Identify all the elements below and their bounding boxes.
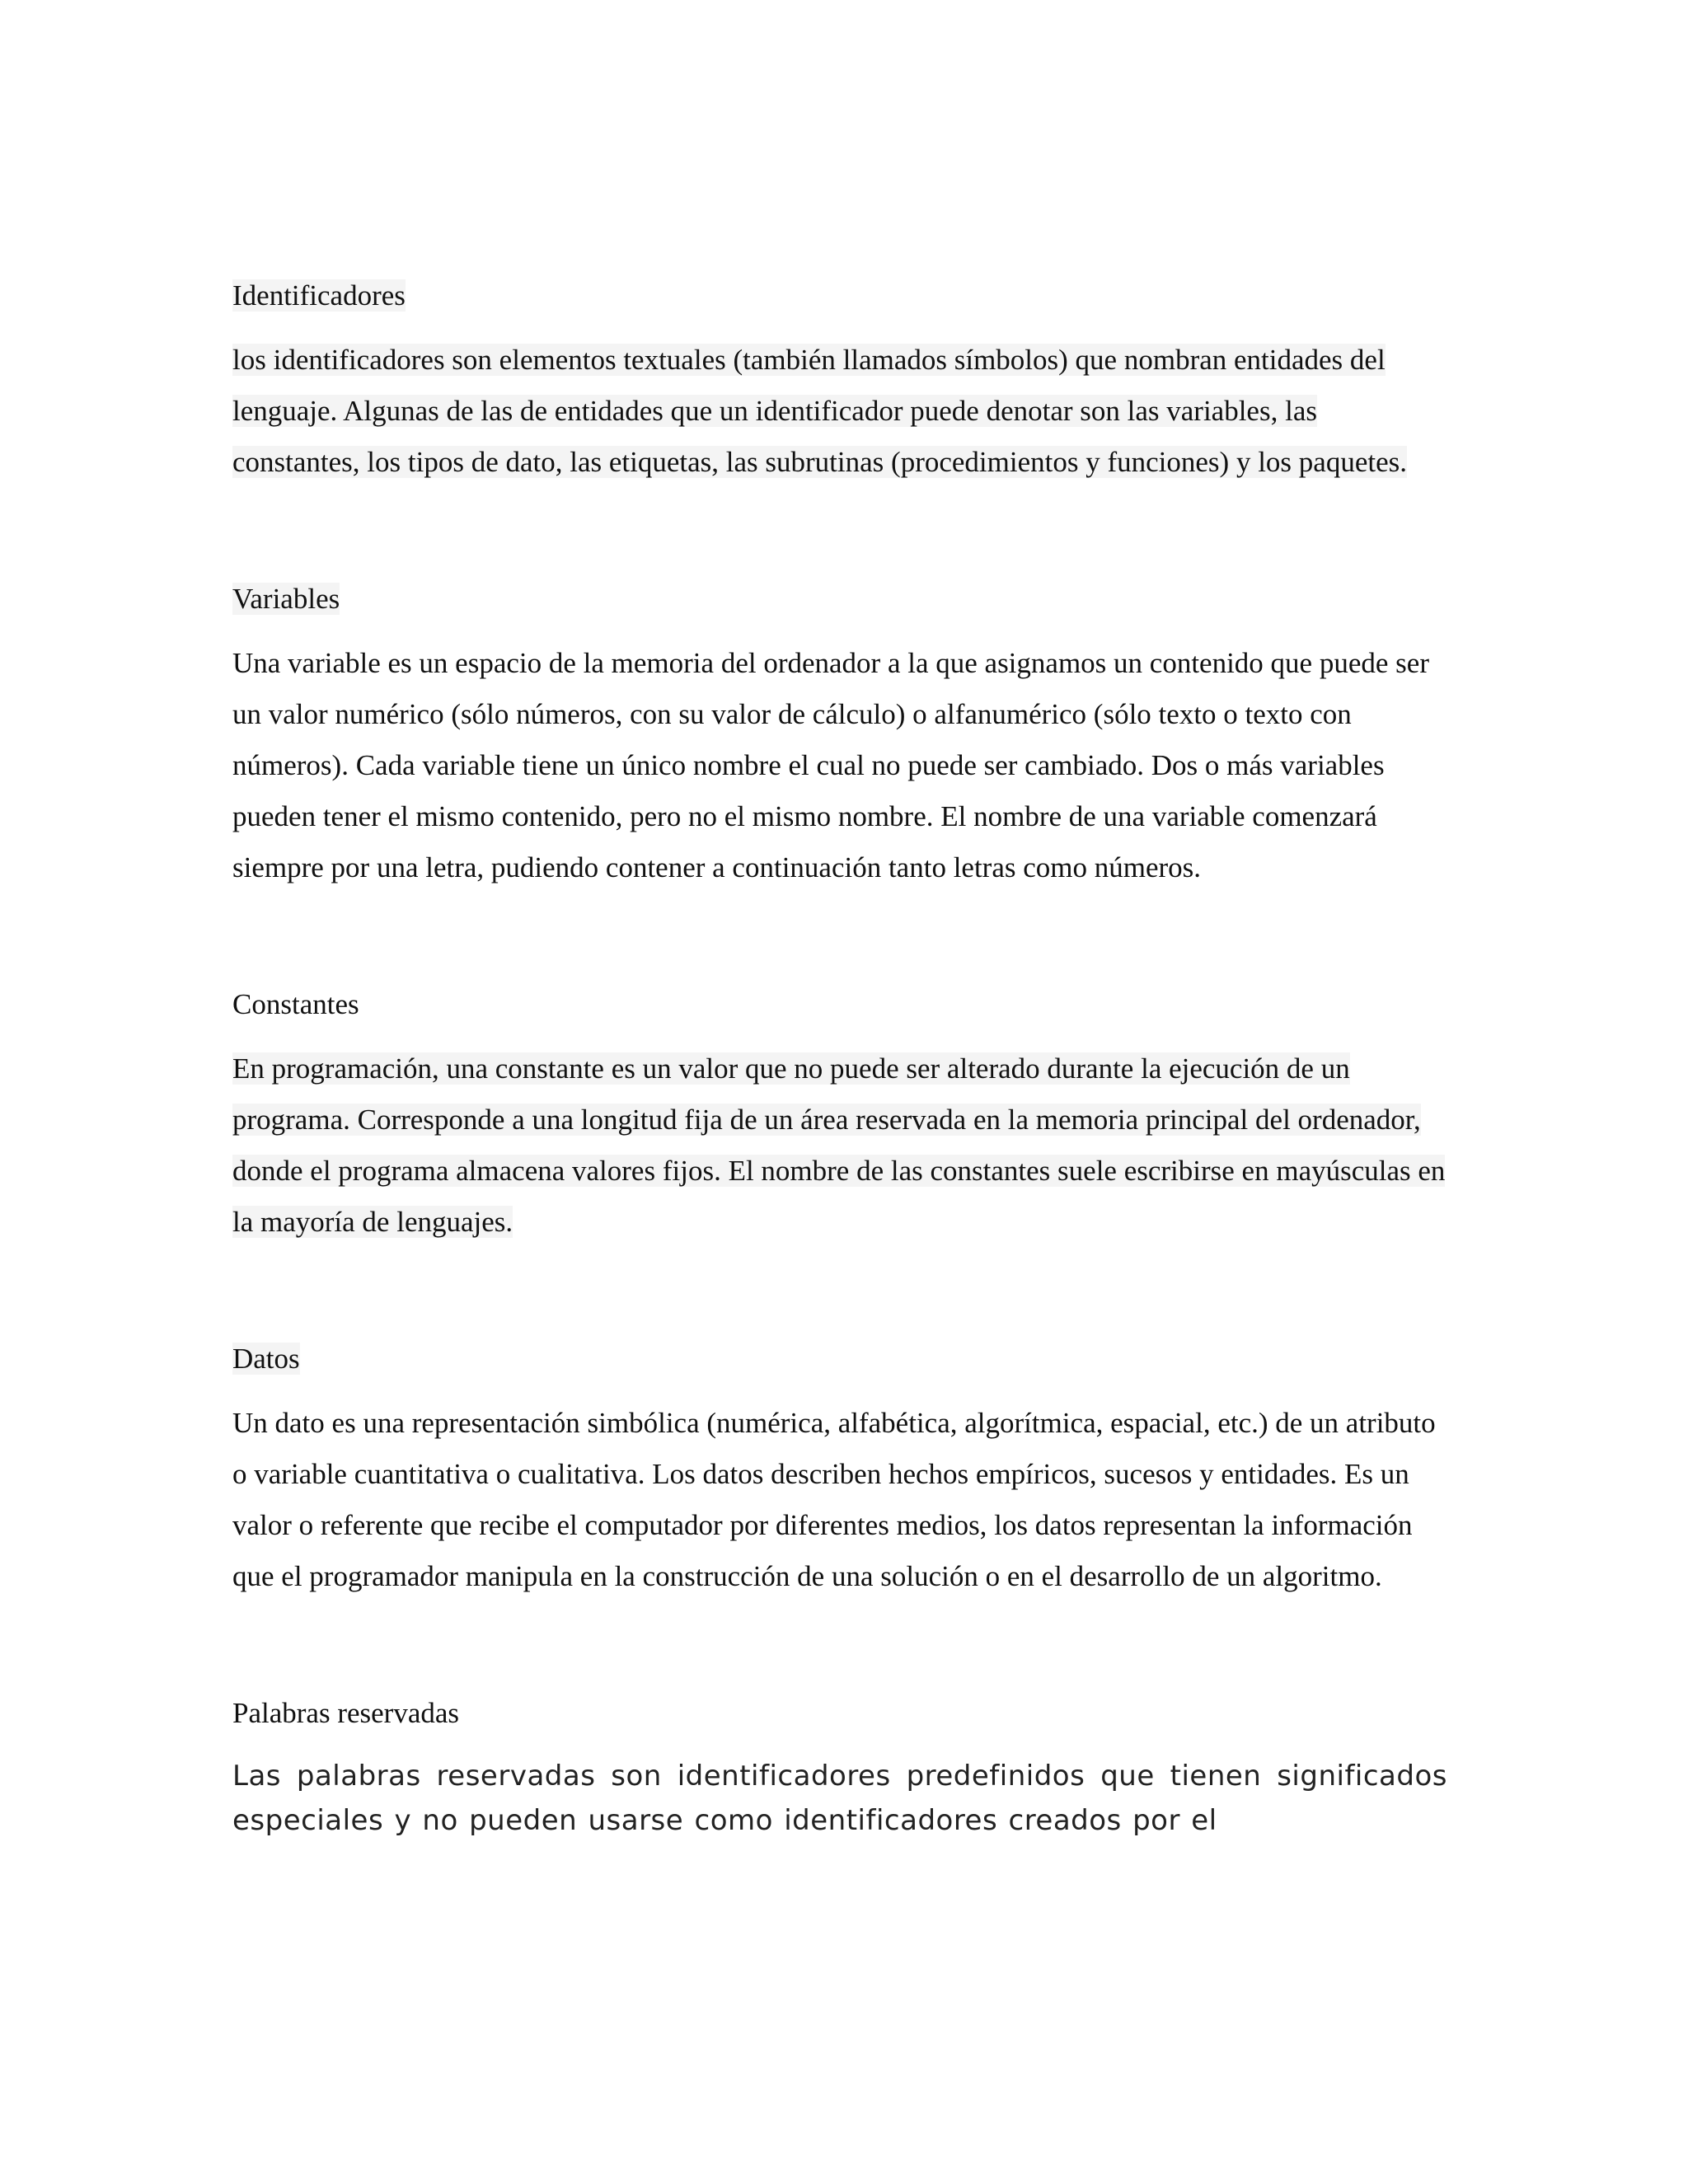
section-variables: [232, 574, 1447, 893]
section-palabras-reservadas: [232, 1688, 1447, 1843]
section-spacer: [232, 1602, 1447, 1688]
section-datos: [232, 1333, 1447, 1602]
section-body: En programación, una constante es un valor que no puede ser alterado durante la ejecución de un programa. Corresponde a una longitud fija de un área reservada en la memoria principal del ordenador, donde el programa almacena valores fijos. El nombre de las constantes suele escribirse en mayúsculas en la mayoría de lenguajes.: [232, 1052, 1446, 1238]
section-body: Un dato es una representación simbólica (numérica, alfabética, algorítmica, espacial, etc.) de un atributo o variable cuantitativa o cualitativa. Los datos describen hechos empíricos, sucesos y entidades. Es un valor o referente que recibe el computador por diferentes medios, los datos representan la información que el programador manipula en la construcción de una solución o en el desarrollo de un algoritmo.: [232, 1407, 1436, 1592]
section-body: Las palabras reservadas son identificadores predefinidos que tienen significados especiales y no pueden usarse como identificadores creados por el: [232, 1760, 1447, 1837]
section-heading: Datos: [232, 1343, 300, 1375]
section-spacer: [232, 1248, 1447, 1333]
document-content: [232, 270, 1447, 1843]
section-constantes: [232, 979, 1447, 1248]
section-identificadores: [232, 270, 1447, 488]
section-body: los identificadores son elementos textuales (también llamados símbolos) que nombran entidades del lenguaje. Algunas de las de entidades que un identificador puede denotar son las variables, las constantes, los tipos de dato, las etiquetas, las subrutinas (procedimientos y funciones) y los paquetes.: [232, 344, 1407, 478]
section-heading: Identificadores: [232, 279, 406, 312]
section-body: Una variable es un espacio de la memoria del ordenador a la que asignamos un contenido que puede ser un valor numérico (sólo números, con su valor de cálculo) o alfanumérico (sólo texto o texto con números). Cada variable tiene un único nombre el cual no puede ser cambiado. Dos o más variables pueden tener el mismo contenido, pero no el mismo nombre. El nombre de una variable comenzará siempre por una letra, pudiendo contener a continuación tanto letras como números.: [232, 647, 1429, 883]
section-heading: Constantes: [232, 988, 359, 1020]
section-heading: Variables: [232, 583, 340, 615]
section-spacer: [232, 488, 1447, 574]
section-spacer: [232, 893, 1447, 979]
section-heading: Palabras reservadas: [232, 1697, 460, 1729]
